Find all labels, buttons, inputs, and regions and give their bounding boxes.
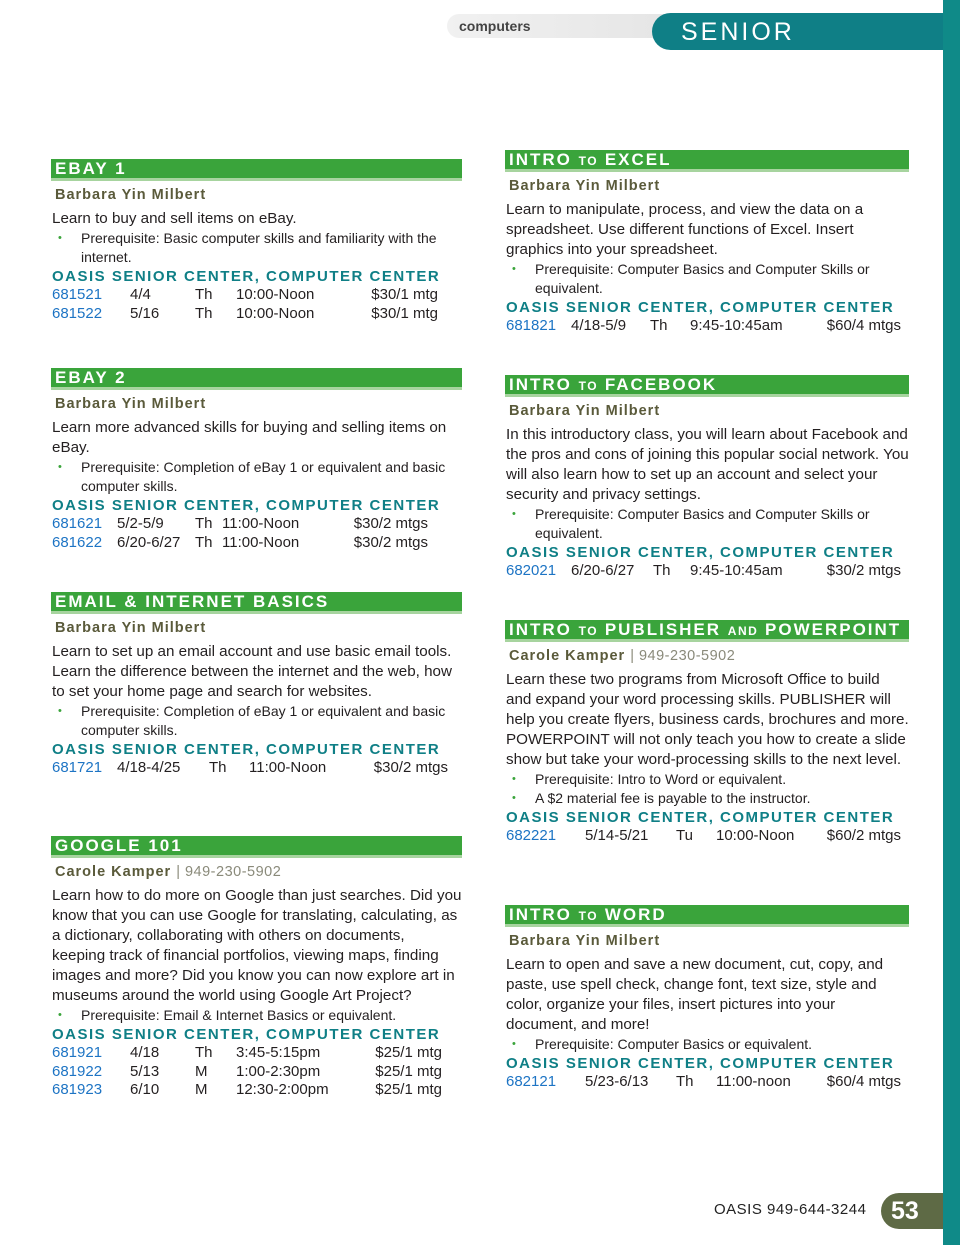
instructor-name: Carole Kamper	[55, 864, 172, 880]
course-title: EBAY 2	[51, 368, 462, 390]
session-fee: $60/2 mtgs	[826, 827, 901, 844]
session-dates: 4/4	[130, 286, 151, 303]
course-description: Learn to set up an email account and use basic email tools. Learn the difference between the internet and the web, how to set your home page and search for websites.	[52, 643, 452, 700]
session-time: 10:00-Noon	[716, 827, 795, 844]
course-intro-to-excel	[506, 150, 909, 336]
session-row	[52, 1063, 462, 1082]
course-location: OASIS SENIOR CENTER, COMPUTER CENTER	[506, 1055, 895, 1072]
section-tab: computers	[447, 14, 717, 38]
prerequisites	[506, 770, 909, 808]
session-dates: 6/20-6/27	[571, 562, 635, 579]
prerequisites	[52, 458, 462, 496]
course-location: OASIS SENIOR CENTER, COMPUTER CENTER	[52, 1026, 441, 1043]
course-number-link[interactable]: 682121	[506, 1073, 557, 1090]
instructor: Carole Kamper | 949-230-5902	[509, 648, 736, 664]
course-location: OASIS SENIOR CENTER, COMPUTER CENTER	[52, 497, 441, 514]
course-google-101	[52, 836, 462, 1100]
course-number-link[interactable]: 681522	[52, 304, 103, 322]
session-dates: 4/18-5/9	[571, 317, 627, 334]
session-dates: 4/18	[130, 1044, 160, 1061]
session-time: 10:00-Noon	[236, 304, 315, 322]
prerequisites	[52, 1006, 462, 1025]
prerequisites	[506, 1035, 909, 1054]
session-row	[52, 1081, 462, 1100]
session-dates: 5/14-5/21	[585, 827, 649, 844]
course-email-internet-basics	[52, 592, 462, 778]
session-fee: $25/1 mtg	[375, 1062, 442, 1080]
footer-contact: OASIS 949-644-3244	[714, 1201, 867, 1218]
instructor: Carole Kamper | 949-230-5902	[55, 864, 282, 880]
session-time: 9:45-10:45am	[690, 562, 783, 579]
session-dates: 6/20-6/27	[117, 533, 181, 551]
session-day: Th	[195, 1044, 213, 1061]
prerequisite-item: • Prerequisite: Computer Basics or equivalent.	[506, 1035, 909, 1054]
course-title: INTRO TO EXCEL	[505, 150, 909, 172]
course-title: GOOGLE 101	[51, 836, 462, 858]
session-fee: $25/1 mtg	[375, 1081, 442, 1098]
course-location: OASIS SENIOR CENTER, COMPUTER CENTER	[506, 809, 895, 826]
instructor: Barbara Yin Milbert	[509, 178, 661, 194]
course-location: OASIS SENIOR CENTER, COMPUTER CENTER	[52, 268, 441, 285]
session-row	[52, 515, 462, 534]
instructor-phone: 949-230-5902	[638, 648, 736, 664]
course-number-link[interactable]: 681721	[52, 759, 103, 776]
session-row	[506, 1073, 909, 1092]
session-row	[52, 305, 462, 324]
instructor: Barbara Yin Milbert	[55, 396, 207, 412]
prerequisites	[506, 505, 909, 543]
course-location: OASIS SENIOR CENTER, COMPUTER CENTER	[506, 544, 895, 561]
course-title: INTRO TO FACEBOOK	[505, 375, 909, 397]
prerequisite-item: • Prerequisite: Basic computer skills and familiarity with the internet.	[52, 229, 462, 267]
course-number-link[interactable]: 681921	[52, 1044, 103, 1061]
course-title: INTRO TO PUBLISHER AND POWERPOINT	[505, 620, 909, 642]
prerequisite-item: • Prerequisite: Computer Basics and Computer Skills or equivalent.	[506, 260, 909, 298]
course-title: EMAIL & INTERNET BASICS	[51, 592, 462, 614]
course-title: EBAY 1	[51, 159, 462, 181]
session-time: 12:30-2:00pm	[236, 1081, 329, 1098]
course-ebay-1	[52, 159, 462, 323]
session-day: Th	[676, 1073, 694, 1090]
course-number-link[interactable]: 681922	[52, 1062, 103, 1080]
instructor-phone: 949-230-5902	[184, 864, 282, 880]
session-time: 11:00-Noon	[222, 515, 300, 532]
session-day: Th	[653, 562, 671, 579]
right-edge-bar	[943, 0, 960, 1245]
instructor: Barbara Yin Milbert	[509, 933, 661, 949]
session-row	[52, 534, 462, 553]
course-location: OASIS SENIOR CENTER, COMPUTER CENTER	[52, 741, 441, 758]
session-fee: $60/4 mtgs	[826, 1073, 901, 1090]
instructor-name: Carole Kamper	[509, 648, 626, 664]
session-fee: $60/4 mtgs	[826, 317, 901, 334]
session-time: 3:45-5:15pm	[236, 1044, 321, 1061]
session-row	[506, 562, 909, 581]
course-description: Learn these two programs from Microsoft Office to build and expand your word processing skills. PUBLISHER will help you create flyers, business cards, brochures and more. POWERPOINT will not only teach you how to create a slide show but take your word-processing skills to the next level.	[506, 671, 909, 768]
session-day: M	[195, 1081, 208, 1098]
session-day: Th	[195, 515, 213, 532]
page-number: 53	[881, 1193, 943, 1229]
course-description: Learn more advanced skills for buying and selling items on eBay.	[52, 419, 447, 456]
session-dates: 5/23-6/13	[585, 1073, 649, 1090]
session-time: 10:00-Noon	[236, 286, 315, 303]
course-description: In this introductory class, you will learn about Facebook and the pros and cons of joining this popular social network. You will also learn how to set up an account and select your security and privacy settings.	[506, 426, 909, 503]
session-fee: $30/2 mtgs	[353, 515, 428, 532]
session-day: Tu	[676, 827, 693, 844]
session-day: Th	[195, 533, 213, 551]
course-title: INTRO TO WORD	[505, 905, 909, 927]
session-fee: $30/2 mtgs	[373, 759, 448, 776]
session-day: Th	[195, 286, 213, 303]
course-number-link[interactable]: 681521	[52, 286, 103, 303]
prerequisites	[52, 702, 462, 740]
prerequisite-item: • Prerequisite: Completion of eBay 1 or equivalent and basic computer skills.	[52, 458, 462, 496]
course-ebay-2	[52, 368, 462, 552]
session-day: Th	[650, 317, 668, 334]
course-intro-to-facebook	[506, 375, 909, 581]
prerequisite-item: • Prerequisite: Computer Basics and Computer Skills or equivalent.	[506, 505, 909, 543]
session-fee: $30/1 mtg	[371, 304, 438, 322]
course-number-link[interactable]: 681622	[52, 533, 103, 551]
session-fee: $25/1 mtg	[375, 1044, 442, 1061]
session-row	[52, 1044, 462, 1063]
session-fee: $30/2 mtgs	[826, 562, 901, 579]
session-dates: 5/2-5/9	[117, 515, 164, 532]
course-description: Learn to manipulate, process, and view the data on a spreadsheet. Use different functions of Excel. Insert graphics into your spreadsheet.	[506, 201, 864, 258]
prerequisite-item: • Prerequisite: Email & Internet Basics or equivalent.	[52, 1006, 462, 1025]
session-time: 11:00-noon	[716, 1073, 791, 1090]
session-dates: 6/10	[130, 1081, 160, 1098]
prerequisites	[52, 229, 462, 267]
session-time: 9:45-10:45am	[690, 317, 783, 334]
session-time: 1:00-2:30pm	[236, 1062, 321, 1080]
page-banner: SENIOR SERVICES	[652, 13, 943, 50]
instructor: Barbara Yin Milbert	[509, 403, 661, 419]
course-number-link[interactable]: 682221	[506, 827, 557, 844]
course-number-link[interactable]: 681923	[52, 1081, 103, 1098]
instructor: Barbara Yin Milbert	[55, 187, 207, 203]
course-intro-to-publisher-and-powerpoint	[506, 620, 909, 846]
prerequisite-item: • Prerequisite: Intro to Word or equivalent.	[506, 770, 909, 789]
session-row	[52, 759, 462, 778]
session-day: M	[195, 1062, 208, 1080]
course-description: Learn how to do more on Google than just searches. Did you know that you can use Google for translating, calculating, as a dictionary, collaborating with others on documents, keeping track of financial portfolios, viewing maps, finding images and more? Did you know you can now explore art in museums around the world using Google Art Project?	[52, 887, 462, 1004]
session-day: Th	[209, 759, 227, 776]
session-fee: $30/2 mtgs	[353, 533, 428, 551]
session-day: Th	[195, 304, 213, 322]
session-dates: 5/16	[130, 304, 160, 322]
prerequisite-item: • Prerequisite: Completion of eBay 1 or equivalent and basic computer skills.	[52, 702, 462, 740]
prerequisite-item: • A $2 material fee is payable to the instructor.	[506, 789, 909, 808]
course-description: Learn to open and save a new document, cut, copy, and paste, use spell check, change font, text size, style and color, organize your files, insert pictures into your document, and more!	[506, 956, 884, 1033]
course-number-link[interactable]: 681821	[506, 317, 557, 334]
session-time: 11:00-Noon	[222, 533, 300, 551]
session-dates: 4/18-4/25	[117, 759, 181, 776]
session-time: 11:00-Noon	[249, 759, 327, 776]
course-number-link[interactable]: 682021	[506, 562, 557, 579]
instructor: Barbara Yin Milbert	[55, 620, 207, 636]
session-row	[506, 317, 909, 336]
course-location: OASIS SENIOR CENTER, COMPUTER CENTER	[506, 299, 895, 316]
session-fee: $30/1 mtg	[371, 286, 438, 303]
course-number-link[interactable]: 681621	[52, 515, 103, 532]
course-intro-to-word	[506, 905, 909, 1092]
session-dates: 5/13	[130, 1062, 160, 1080]
course-description: Learn to buy and sell items on eBay.	[52, 210, 297, 227]
session-row	[506, 827, 909, 846]
prerequisites	[506, 260, 909, 298]
session-row	[52, 286, 462, 305]
